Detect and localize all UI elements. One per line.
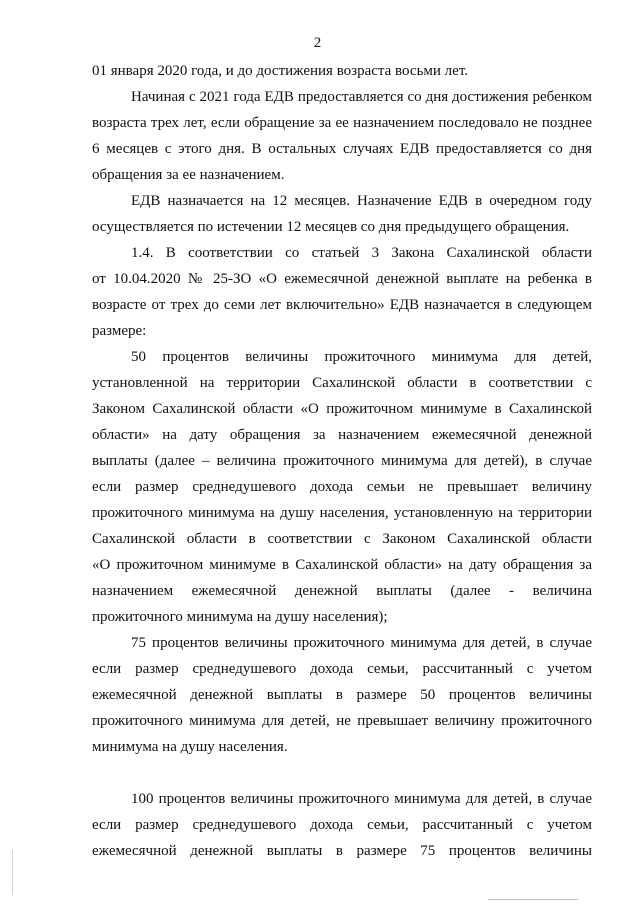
paragraph-first-line: ЕДВ назначается на 12 месяцев. Назначение ЕДВ в очередном году [131, 193, 592, 209]
text-line: если размер среднедушевого дохода семьи, рассчитанный с учетом [92, 661, 592, 677]
text-line: назначением ежемесячной денежной выплаты (далее - величина [92, 583, 592, 599]
text-line: от 10.04.2020 № 25-ЗО «О ежемесячной денежной выплате на ребенка в [92, 271, 592, 287]
text-line: если размер среднедушевого дохода семьи не превышает величину [92, 479, 592, 495]
text-line: прожиточного минимума на душу населения, установленную на территории [92, 505, 592, 521]
paragraph-last-line: размере: [92, 323, 147, 339]
scan-edge-mark [12, 850, 13, 895]
text-line: установленной на территории Сахалинской области в соответствии с [92, 375, 592, 391]
text-line: 6 месяцев с этого дня. В остальных случаях ЕДВ предоставляется со дня [92, 141, 592, 157]
paragraph-first-line: 75 процентов величины прожиточного минимума для детей, в случае [131, 635, 592, 651]
text-line: возраста трех лет, если обращение за ее назначением последовало не позднее [92, 115, 592, 131]
paragraph-first-line: Начиная с 2021 года ЕДВ предоставляется со дня достижения ребенком [131, 89, 592, 105]
text-line: Законом Сахалинской области «О прожиточном минимуме в Сахалинской [92, 401, 592, 417]
paragraph-first-line: 100 процентов величины прожиточного минимума для детей, в случае [131, 791, 592, 807]
text-line: 01 января 2020 года, и до достижения возраста восьми лет. [92, 63, 468, 79]
text-line: выплаты (далее – величина прожиточного минимума для детей), в случае [92, 453, 592, 469]
text-line: Сахалинской области в соответствии с Законом Сахалинской области [92, 531, 592, 547]
paragraph-last-line: прожиточного минимума на душу населения); [92, 609, 388, 625]
text-line: прожиточного минимума для детей, не превышает величину прожиточного [92, 713, 592, 729]
page-number: 2 [313, 35, 322, 51]
text-line: области» на дату обращения за назначением ежемесячной денежной [92, 427, 592, 443]
text-line: если размер среднедушевого дохода семьи, рассчитанный с учетом [92, 817, 592, 833]
text-line: «О прожиточном минимуме в Сахалинской области» на дату обращения за [92, 557, 592, 573]
paragraph-first-line: 50 процентов величины прожиточного минимума для детей, [131, 349, 592, 365]
paragraph-last-line: минимума на душу населения. [92, 739, 288, 755]
text-line: возрасте от трех до семи лет включительно» ЕДВ назначается в следующем [92, 297, 592, 313]
scan-edge-mark [488, 899, 578, 900]
text-line: ежемесячной денежной выплаты в размере 50 процентов величины [92, 687, 592, 703]
text-line: ежемесячной денежной выплаты в размере 75 процентов величины [92, 843, 592, 859]
paragraph-last-line: обращения за ее назначением. [92, 167, 285, 183]
paragraph-first-line: 1.4. В соответствии со статьей 3 Закона Сахалинской области [131, 245, 592, 261]
paragraph-last-line: осуществляется по истечении 12 месяцев со дня предыдущего обращения. [92, 219, 570, 235]
